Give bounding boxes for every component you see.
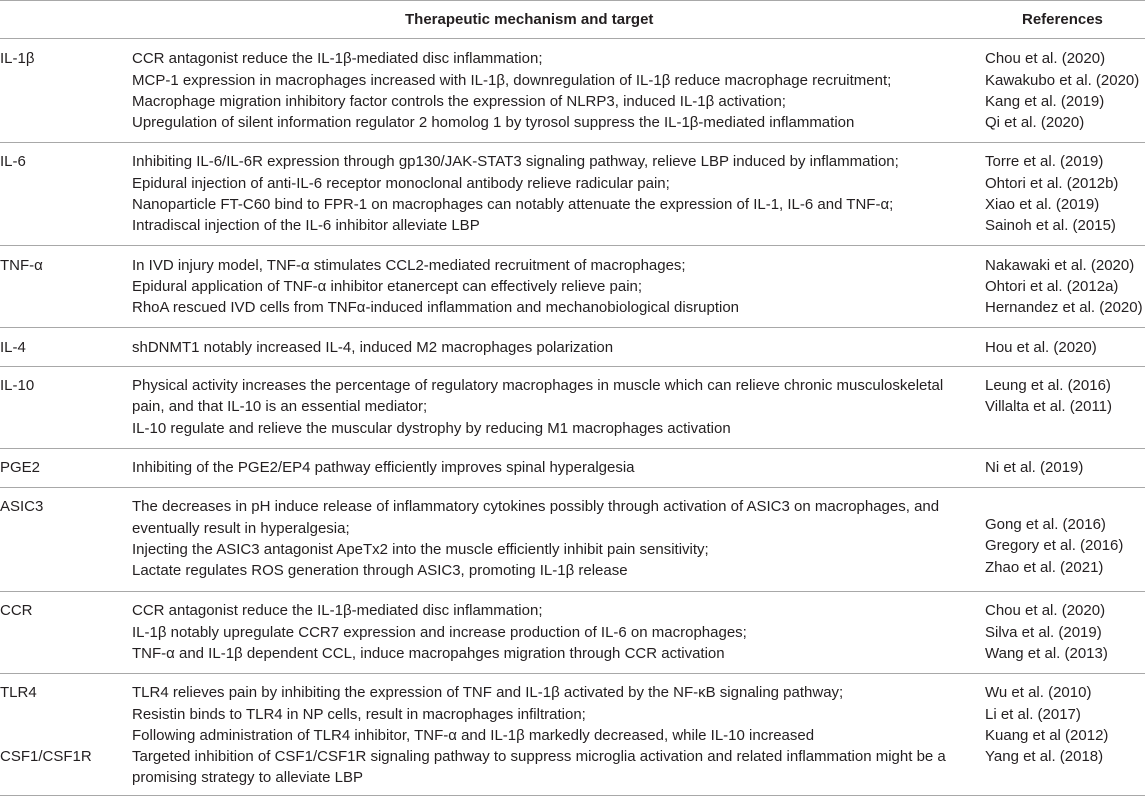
reference-link[interactable]: Gregory et al. (2016): [985, 537, 1124, 554]
mechanism-line: Inhibiting IL-6/IL-6R expression through gp130/JAK-STAT3 signaling pathway, relieve LBP induced by inflammation;: [132, 153, 899, 170]
reference-link[interactable]: Ohtori et al. (2012b): [985, 175, 1119, 192]
row-divider: [0, 673, 1145, 674]
reference-link[interactable]: Torre et al. (2019): [985, 153, 1104, 170]
mechanism-line: Targeted inhibition of CSF1/CSF1R signaling pathway to suppress microglia activation and related inflammation might be a: [132, 748, 946, 765]
row-divider: [0, 245, 1145, 246]
reference-link[interactable]: Villalta et al. (2011): [985, 398, 1113, 415]
mechanism-line: Inhibiting of the PGE2/EP4 pathway efficiently improves spinal hyperalgesia: [132, 459, 635, 476]
target-label: PGE2: [0, 459, 41, 476]
reference-link[interactable]: Xiao et al. (2019): [985, 196, 1100, 213]
reference-link[interactable]: Silva et al. (2019): [985, 624, 1102, 641]
row-divider: [0, 591, 1145, 592]
mechanism-line: shDNMT1 notably increased IL-4, induced M2 macrophages polarization: [132, 339, 614, 356]
mechanism-line: IL-1β notably upregulate CCR7 expression and increase production of IL-6 on macrophages;: [132, 624, 747, 641]
mechanism-line: CCR antagonist reduce the IL-1β-mediated disc inflammation;: [132, 50, 543, 67]
reference-link[interactable]: Yang et al. (2018): [985, 748, 1104, 765]
target-label: IL-1β: [0, 50, 35, 67]
target-label: TNF-α: [0, 257, 43, 274]
mechanism-line: The decreases in pH induce release of inflammatory cytokines possibly through activation of ASIC3 on macrophages, and: [132, 498, 940, 515]
mechanism-line: Upregulation of silent information regulator 2 homolog 1 by tyrosol suppress the IL-1β-mediated inflammation: [132, 114, 855, 131]
reference-link[interactable]: Leung et al. (2016): [985, 377, 1111, 394]
target-label: TLR4: [0, 684, 37, 701]
header-references: References: [1022, 11, 1103, 28]
reference-link[interactable]: Wu et al. (2010): [985, 684, 1092, 701]
mechanism-line: eventually result in hyperalgesia;: [132, 520, 350, 537]
mechanism-line: Injecting the ASIC3 antagonist ApeTx2 into the muscle efficiently inhibit pain sensitivity;: [132, 541, 709, 558]
mechanism-line: promising strategy to alleviate LBP: [132, 769, 363, 786]
mechanism-line: Physical activity increases the percentage of regulatory macrophages in muscle which can relieve chronic musculoskeletal: [132, 377, 944, 394]
target-label: CSF1/CSF1R: [0, 748, 92, 765]
reference-link[interactable]: Kawakubo et al. (2020): [985, 72, 1140, 89]
reference-link[interactable]: Sainoh et al. (2015): [985, 217, 1116, 234]
mechanism-line: TLR4 relieves pain by inhibiting the expression of TNF and IL-1β activated by the NF-κB signaling pathway;: [132, 684, 844, 701]
reference-link[interactable]: Nakawaki et al. (2020): [985, 257, 1135, 274]
mechanism-line: Epidural application of TNF-α inhibitor etanercept can effectively relieve pain;: [132, 278, 643, 295]
reference-link[interactable]: Hou et al. (2020): [985, 339, 1097, 356]
reference-link[interactable]: Li et al. (2017): [985, 706, 1081, 723]
mechanism-line: In IVD injury model, TNF-α stimulates CCL2-mediated recruitment of macrophages;: [132, 257, 686, 274]
target-label: IL-4: [0, 339, 26, 356]
reference-link[interactable]: Wang et al. (2013): [985, 645, 1108, 662]
reference-link[interactable]: Zhao et al. (2021): [985, 559, 1104, 576]
reference-link[interactable]: Ohtori et al. (2012a): [985, 278, 1119, 295]
row-divider: [0, 142, 1145, 143]
mechanism-line: IL-10 regulate and relieve the muscular dystrophy by reducing M1 macrophages activation: [132, 420, 731, 437]
mechanism-line: Macrophage migration inhibitory factor controls the expression of NLRP3, induced IL-1β activation;: [132, 93, 786, 110]
mechanism-line: Intradiscal injection of the IL-6 inhibitor alleviate LBP: [132, 217, 480, 234]
header-mechanism: Therapeutic mechanism and target: [405, 11, 654, 28]
row-divider: [0, 487, 1145, 488]
mechanism-line: Following administration of TLR4 inhibitor, TNF-α and IL-1β markedly decreased, while IL-10 increased: [132, 727, 815, 744]
reference-link[interactable]: Kuang et al (2012): [985, 727, 1109, 744]
mechanism-line: CCR antagonist reduce the IL-1β-mediated disc inflammation;: [132, 602, 543, 619]
reference-link[interactable]: Hernandez et al. (2020): [985, 299, 1143, 316]
header-rule: [0, 38, 1145, 39]
mechanism-line: Epidural injection of anti-IL-6 receptor monoclonal antibody relieve radicular pain;: [132, 175, 670, 192]
reference-link[interactable]: Chou et al. (2020): [985, 602, 1106, 619]
reference-link[interactable]: Kang et al. (2019): [985, 93, 1105, 110]
reference-link[interactable]: Chou et al. (2020): [985, 50, 1106, 67]
target-label: CCR: [0, 602, 33, 619]
mechanism-line: pain, and that IL-10 is an essential mediator;: [132, 398, 428, 415]
row-divider: [0, 448, 1145, 449]
table-top-rule: [0, 0, 1145, 1]
mechanism-line: RhoA rescued IVD cells from TNFα-induced inflammation and mechanobiological disruption: [132, 299, 740, 316]
reference-link[interactable]: Qi et al. (2020): [985, 114, 1085, 131]
reference-link[interactable]: Gong et al. (2016): [985, 516, 1106, 533]
mechanism-line: Nanoparticle FT-C60 bind to FPR-1 on macrophages can notably attenuate the expression of IL-1, IL-6 and TNF-α;: [132, 196, 894, 213]
target-label: IL-10: [0, 377, 35, 394]
row-divider: [0, 366, 1145, 367]
mechanism-line: Lactate regulates ROS generation through ASIC3, promoting IL-1β release: [132, 562, 628, 579]
target-label: ASIC3: [0, 498, 44, 515]
mechanism-line: MCP-1 expression in macrophages increased with IL-1β, downregulation of IL-1β reduce macrophage recruitment;: [132, 72, 892, 89]
target-label: IL-6: [0, 153, 26, 170]
mechanism-line: Resistin binds to TLR4 in NP cells, result in macrophages infiltration;: [132, 706, 586, 723]
table-bottom-rule: [0, 795, 1145, 796]
mechanism-line: TNF-α and IL-1β dependent CCL, induce macropahges migration through CCR activation: [132, 645, 725, 662]
reference-link[interactable]: Ni et al. (2019): [985, 459, 1084, 476]
row-divider: [0, 327, 1145, 328]
